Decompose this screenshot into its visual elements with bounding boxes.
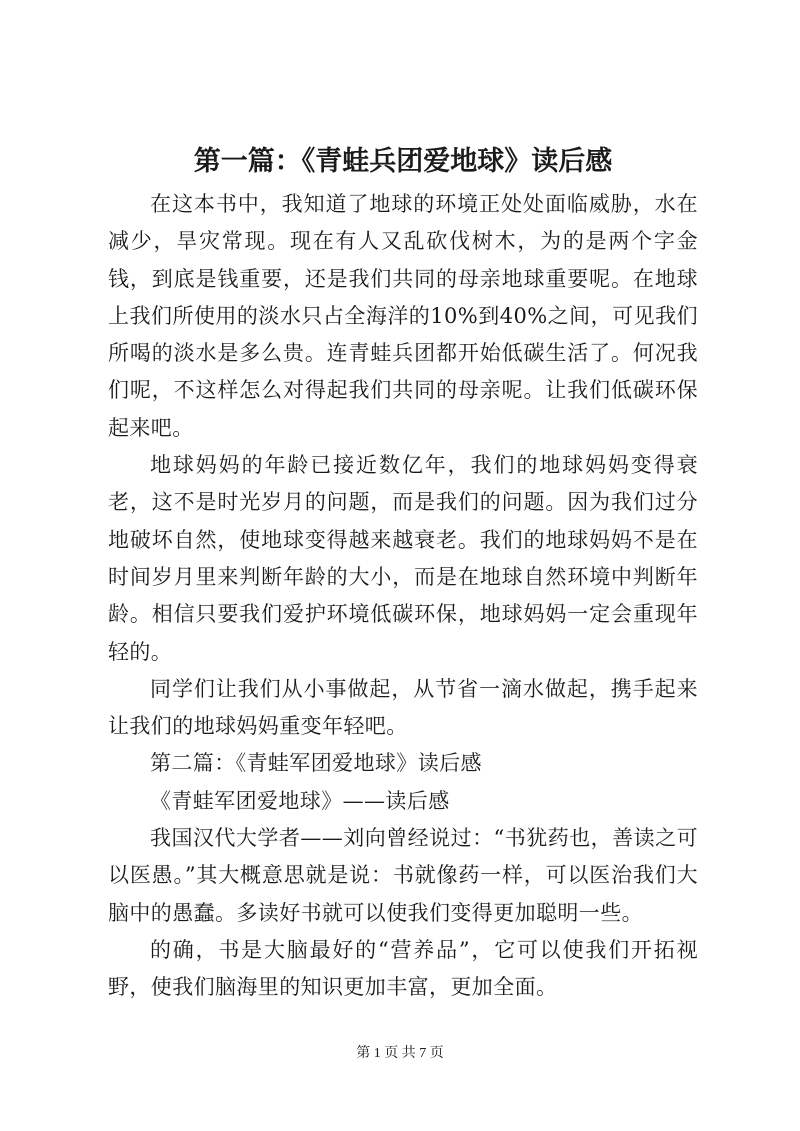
- paragraph-5: 的确，书是大脑最好的“营养品”，它可以使我们开拓视野，使我们脑海里的知识更加丰富，更加全面。: [108, 937, 698, 1000]
- paragraph-3: 同学们让我们从小事做起，从节省一滴水做起，携手起来让我们的地球妈妈重变年轻吧。: [108, 676, 698, 739]
- document-title: 第一篇：《青蛙兵团爱地球》读后感: [193, 146, 613, 177]
- document-page: [108, 140, 698, 1007]
- paragraph-4: 我国汉代大学者——刘向曾经说过：“书犹药也，善读之可以医愚。”其大概意思就是说：书就像药一样，可以医治我们大脑中的愚蠢。多读好书就可以使我们变得更加聪明一些。: [108, 826, 698, 925]
- page-number-footer: 第 1 页 共 7 页: [356, 1046, 444, 1061]
- section-heading-2: 第二篇：《青蛙军团爱地球》读后感: [150, 751, 482, 776]
- paragraph-2: 地球妈妈的年龄已接近数亿年，我们的地球妈妈变得衰老，这不是时光岁月的问题，而是我们的问题。因为我们过分地破坏自然，使地球变得越来越衰老。我们的地球妈妈不是在时间岁月里来判断年龄的大小，而是在地球自然环境中判断年龄。相信只要我们爱护环境低碳环保，地球妈妈一定会重现年轻的。: [108, 453, 698, 664]
- subheading: 《青蛙军团爱地球》——读后感: [150, 788, 450, 813]
- paragraph-1: 在这本书中，我知道了地球的环境正处处面临威胁，水在减少，旱灾常现。现在有人又乱砍伐树木，为的是两个字金钱，到底是钱重要，还是我们共同的母亲地球重要呢。在地球上我们所使用的淡水只占全海洋的10%到40%之间，可见我们所喝的淡水是多么贵。连青蛙兵团都开始低碳生活了。何况我们呢，不这样怎么对得起我们共同的母亲呢。让我们低碳环保起来吧。: [108, 192, 698, 440]
